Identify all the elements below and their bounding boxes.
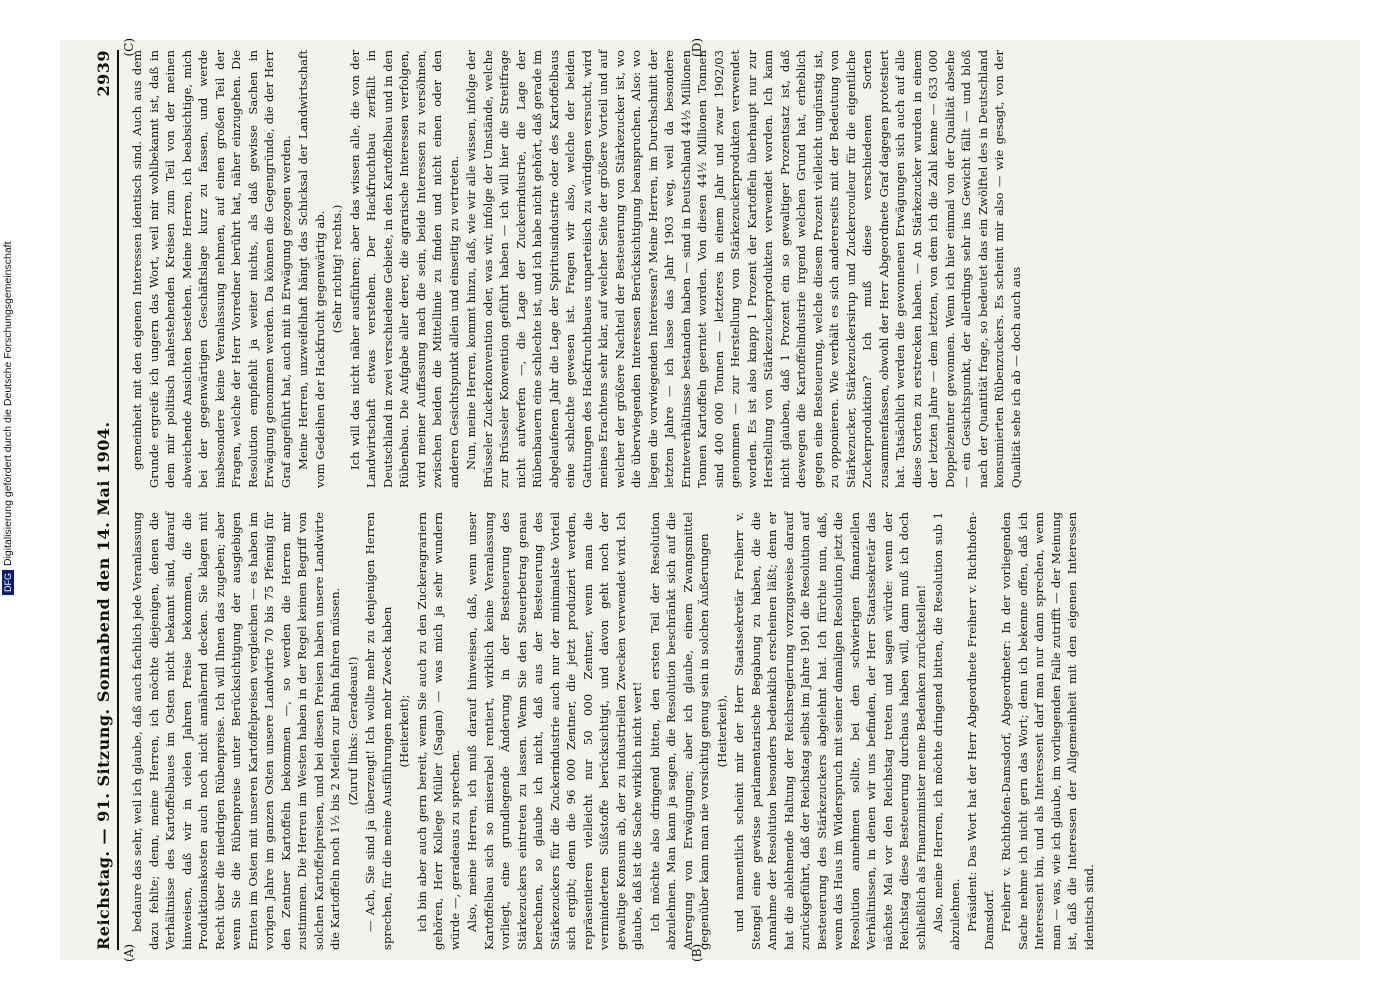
margin-mark-d: (D) (690, 38, 704, 57)
paragraph: gemeinheit mit den eigenen Interessen identisch sind. Auch aus dem Grunde ergreife ich ungern das Wort, weil mir wohlbekannt ist, daß in dem mir politisch nahestehenden Kreisen zum Teil von der meinen abweichende Ansichten bestehen. Meine Herren, ich beabsichtige, mich bei der gegenwärtigen Geschäftslage kurz zu fassen, und werde insbesondere keine Veranlassung nehmen, auf einen großen Teil der Fragen, welche der Herr Vorredner berührt hat, näher einzugehen. Die Resolution empfiehlt ja weiter nichts, als daß gewisse Sachen in Erwägung genommen werden. Da können die Gegengründe, die der Herr Graf angeführt hat, auch mit in Erwägung gezogen werden. (130, 50, 293, 488)
paragraph: (Sehr richtig! rechts.) (330, 204, 344, 334)
text-columns (129, 50, 1098, 950)
paragraph: (Heiterkeit); (397, 694, 411, 768)
column-right (129, 50, 1098, 488)
rotated-page (80, 40, 1340, 960)
column-left (129, 512, 1098, 950)
paragraph: Nun, meine Herren, kommt hinzu, daß, wie wir alle wissen, infolge der Brüsseler Zuckerkonvention oder, was wir, infolge der Umstände, welche zur Brüsseler Konvention geführt haben — ich will hier die Streitfrage nicht aufwerfen —, die Lage der Zuckerindustrie, die Lage der Rübenbauern eine schlechte ist, und ich habe nicht gehört, daß gerade im abgelaufenen Jahr die Lage der Spiritusindustrie oder des Kartoffelbaus eine schlechte gewesen ist. Fragen wir also, welche der beiden Gattungen des Hackfruchtbaues unparteiisch zu würdigen versucht, wird meines Erachtens sehr klar, auf welcher Seite der größere Vorteil und auf welcher der größere Nachteil der Besteuerung von Stärkezucker ist, wo die überwiegenden Interessen Berücksichtigung beanspruchen. Also: wo liegen die vorwiegenden Interessen? Meine Herren, im Durchschnitt der letzten Jahre — ich lasse das Jahr 1903 weg, weil da besondere Ernteverhältnisse bestanden haben — sind in Deutschland 44½ Millionen Tonnen Kartoffeln geerntet worden. Von diesen 44½ Millionen Tonnen sind 400 000 Tonnen — letzteres in einem Jahr und zwar 1902/03 genommen — zur Herstellung von Stärkezuckerprodukten verwendet worden. Es ist also knapp 1 Prozent der Kartoffeln überhaupt nur zur Herstellung von Stärkezuckerprodukten verwendet worden. Ich kann nicht glauben, daß 1 Prozent ein so gewaltiger Prozentsatz ist, daß deswegen die Kartoffelindustrie irgend welchen Grund hat, erheblich gegen eine Besteuerung, welche diesem Prozent vielleicht ungünstig ist, zu opponieren. Wie verhält es sich andererseits mit der Bedeutung von Stärkezucker, Stärkezuckersirup und Zuckercouleur für die eigentliche Zuckerproduktion? Ich muß diese verschiedenen Sorten zusammenfassen, obwohl der Herr Abgeordnete Graf dagegen protestiert hat. Tatsächlich werden die gewonnenen Erwägungen sich auch auf alle diese Sorten zu erstrecken haben. — An Stärkezucker wurden in einem der letzten Jahre — dem letzten, von dem ich die Zahl kenne — 633 000 Doppelzentner gewonnen. Wenn ich hier einmal von der Qualität absehe — ein Gesichtspunkt, der allerdings sehr ins Gewicht fällt — und bloß nach der Quantität frage, so bedeutet das ein Zwölftel des in Deutschland konsumierten Rübenzuckers. Es scheint mir also — wie gesagt, von der Qualität sehe ich ab — doch auch aus (464, 50, 1023, 488)
paragraph: Also, meine Herren, ich möchte dringend bitten, die Resolution sub 1 abzulehnen. (931, 512, 962, 950)
paragraph: und namentlich scheint mir der Herr Staatssekretär Freiherr v. Stengel eine gewisse parlamentarische Begabung zu haben, die die Annahme der Resolution besonders bedenklich erscheinen läßt; denn er hat die ablehnende Haltung der Reichsregierung vorzugsweise darauf zurückgeführt, daß der Reichstag selbst im Jahre 1901 die Resolution auf Besteuerung des Stärkezuckers abgelehnt hat. Ich fürchte nun, daß, wenn das Haus im Widerspruch mit seiner damaligen Resolution jetzt die Resolution annehmen sollte, bei den schwierigen finanziellen Verhältnissen, in denen wir uns befinden, der Herr Staatssekretär das nächste Mal vor den Reichstag treten und sagen würde: wenn der Reichstag diese Besteuerung durchaus haben will, dann muß ich doch schließlich als Finanzminister meine Bedenken zurückstellen! (732, 512, 928, 950)
margin-mark-a: (A) (122, 943, 136, 962)
paragraph: bedaure das sehr, weil ich glaube, daß auch fachlich jede Veranlassung dazu fehlte; denn, meine Herren, ich möchte diejenigen, denen die Verhältnisse des Kartoffelbaues im Osten nicht bekannt sind, darauf hinweisen, daß wir in vielen Jahren Preise bekommen, die die Produktionskosten auch noch nicht annähernd decken. Sie klagen mit Recht über die niedrigen Rübenpreise. Ich will Ihnen das zugeben; aber wenn Sie die Rübenpreise unter Berücksichtigung der ausgiebigen Ernten im Osten mit unseren Kartoffelpreisen vergleichen — es haben im vorigen Jahre im ganzen Osten unsere Landwirte 70 bis 75 Pfennig für den Zentner Kartoffeln bekommen —, so werden die Herren mir zustimmen. Die Herren im Westen haben in der Regel keinen Begriff von solchen Kartoffelpreisen, und bei diesen Preisen haben unsere Landwirte die Kartoffeln noch 1½ bis 2 Meilen zur Bahn fahren müssen. (130, 512, 342, 950)
paragraph: — Ach, Sie sind ja überzeugt! Ich wollte mehr zu denjenigen Herren sprechen, für die meine Ausführungen mehr Zweck haben (363, 512, 394, 950)
paragraph: (Heiterkeit), (714, 694, 729, 768)
page-title: Reichstag. — 91. Sitzung. Sonnabend den 14. Mai 1904. (94, 421, 113, 950)
paragraph: (Zuruf links: Geradeaus!) (345, 656, 360, 806)
paragraph: ich bin aber auch gern bereit, wenn Sie auch zu den Zuckeragrariern gehören, Herr Kollege Müller (Sagan) — was mich ja sehr wundern würde —, geradeaus zu sprechen. (414, 512, 462, 950)
dfg-logo: DFG (2, 570, 14, 595)
margin-mark-c: (C) (122, 38, 136, 57)
paragraph: Meine Herren, unzweifelhaft hängt das Schicksal der Landwirtschaft vom Gedeihen der Hackfrucht gegenwärtig ab. (296, 50, 327, 488)
footer-text: Digitalisierung gefördert durch die Deutsche Forschungsgemeinschaft (2, 241, 14, 566)
paragraph: Also, meine Herren, ich muß darauf hinweisen, daß, wenn unser Kartoffelbau sich so miserabel rentiert, wirklich keine Veranlassung vorliegt, eine grundlegende Änderung in der Besteuerung des Stärkezuckers eintreten zu lassen. Wenn Sie den Steuerbetrag genau berechnen, so glaube ich nicht, daß aus der Besteuerung des Stärkezuckers für die Zuckerindustrie auch nur der minimalste Vorteil sich ergibt; denn die 96 000 Zentner, die jetzt produziert werden, repräsentieren vielleicht nur 50 000 Zentner, wenn man die vermindertem Süßstoffe berücksichtigt, und davon geht noch der gewaltige Konsum ab, der zu industriellen Zwecken verwendet wird. Ich glaube, daß ist die Sache wirklich nicht wert! (465, 512, 644, 950)
paragraph: Freiherr v. Richthofen-Damsdorf, Abgeordneter: In der vorliegenden Sache nehme ich nicht gern das Wort; denn ich bekenne offen, daß ich Interessent bin, und als Interessent darf man nur dann sprechen, wenn man — was, wie ich glaube, im vorliegenden Falle zutrifft — der Meinung ist, daß die Interessen der Allgemeinheit mit den eigenen Interessen identisch sind. (999, 512, 1096, 950)
page-number: 2939 (94, 50, 113, 97)
paragraph: Präsident: Das Wort hat der Herr Abgeordnete Freiherr v. Richthofen-Damsdorf. (965, 512, 996, 950)
paragraph: Ich will das nicht näher ausführen; aber das wissen alle, die von der Landwirtschaft etwas verstehen. Der Hackfruchtbau zerfällt in Deutschland in zwei verschiedene Gebiete, in den Kartoffelbau und in den Rübenbau. Die Aufgabe aller derer, die agrarische Interessen verfolgen, wird meiner Auffassung nach die sein, beide Interessen zu versöhnen, zwischen beiden die Mittellinie zu finden und nicht einen oder den anderen Gesichtspunkt allein und einseitig zu vertreten. (347, 50, 461, 488)
page-body (80, 40, 1340, 960)
margin-mark-b: (B) (690, 943, 704, 962)
paragraph: Ich möchte also dringend bitten, den ersten Teil der Resolution abzulehnen. Man kann ja sagen, die Resolution beschränkt sich auf die Anregung von Erwägungen; aber ich glaube, einem Zwangsmittel gegenüber kann man nie vorsichtig genug sein in solchen Äußerungen (647, 512, 711, 950)
footer-credit (2, 241, 14, 595)
page-header (94, 50, 119, 950)
